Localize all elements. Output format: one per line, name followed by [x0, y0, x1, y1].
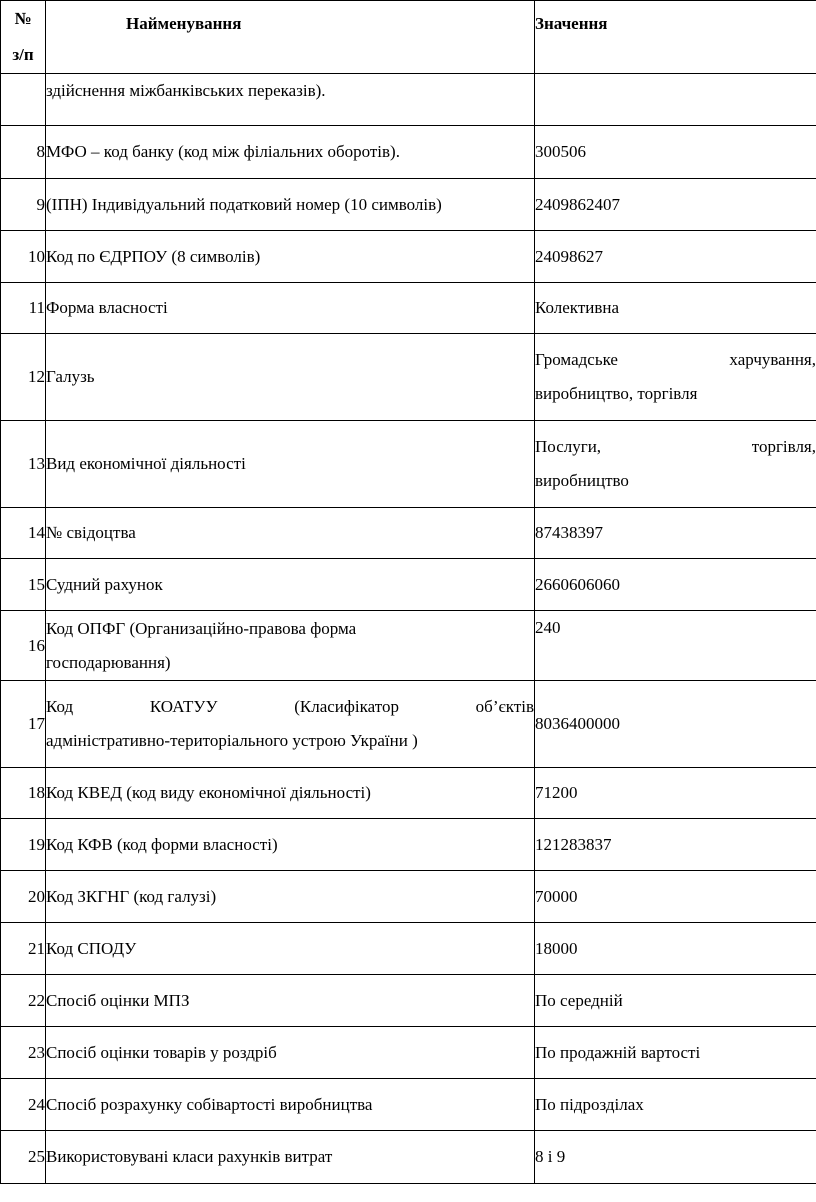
row-number: 10	[1, 231, 46, 283]
row-value	[535, 334, 816, 421]
row-name: № свідоцтва	[46, 508, 535, 559]
row-number: 13	[1, 421, 46, 508]
row-name: Код по ЄДРПОУ (8 символів)	[46, 231, 535, 283]
row-name: Вид економічної діяльності	[46, 421, 535, 508]
row-value: 8036400000	[535, 681, 816, 768]
row-number: 23	[1, 1027, 46, 1079]
table-row	[1, 74, 816, 126]
table-row	[1, 975, 816, 1027]
row-value: 300506	[535, 126, 816, 179]
row-name: Код ЗКГНГ (код галузі)	[46, 871, 535, 923]
row-number: 25	[1, 1131, 46, 1184]
row-name: МФО – код банку (код між філіальних оборотів).	[46, 126, 535, 179]
row-number: 22	[1, 975, 46, 1027]
row-name	[46, 611, 535, 681]
row-number: 21	[1, 923, 46, 975]
row-value: Колективна	[535, 283, 816, 334]
table-row	[1, 421, 816, 508]
table-row	[1, 1027, 816, 1079]
row-number: 24	[1, 1079, 46, 1131]
row-value: 2660606060	[535, 559, 816, 611]
row-value: 18000	[535, 923, 816, 975]
row-name: Використовувані класи рахунків витрат	[46, 1131, 535, 1184]
row-number: 19	[1, 819, 46, 871]
row-number: 15	[1, 559, 46, 611]
row-value-line: виробництво, торгівля	[535, 384, 698, 403]
table-row	[1, 508, 816, 559]
row-number	[1, 74, 46, 126]
table-header-row	[1, 1, 816, 74]
table-row	[1, 819, 816, 871]
row-number: 11	[1, 283, 46, 334]
row-name: здійснення міжбанківських переказів).	[46, 74, 535, 126]
header-number-abbr: з/п	[12, 45, 34, 64]
row-name: Форма власності	[46, 283, 535, 334]
row-value: 87438397	[535, 508, 816, 559]
table-row	[1, 334, 816, 421]
row-name: Код КФВ (код форми власності)	[46, 819, 535, 871]
row-name: Спосіб оцінки МПЗ	[46, 975, 535, 1027]
row-number: 12	[1, 334, 46, 421]
row-value: 240	[535, 611, 816, 681]
row-name: Спосіб розрахунку собівартості виробництва	[46, 1079, 535, 1131]
table-row	[1, 559, 816, 611]
row-name-line: адміністративно-територіального устрою України )	[46, 731, 418, 750]
header-number	[1, 1, 46, 74]
row-name	[46, 681, 535, 768]
row-name-line: господарювання)	[46, 652, 171, 672]
row-name: Судний рахунок	[46, 559, 535, 611]
row-value: 8 і 9	[535, 1131, 816, 1184]
table-row	[1, 871, 816, 923]
header-name: Найменування	[46, 1, 535, 74]
row-value-line: виробництво	[535, 471, 629, 490]
row-name-line: Код КОАТУУ (Класифікатор об’єктів	[46, 697, 534, 716]
row-name: (ІПН) Індивідуальний податковий номер (10 символів)	[46, 179, 535, 231]
row-value: По середній	[535, 975, 816, 1027]
table-row	[1, 768, 816, 819]
table-row	[1, 179, 816, 231]
row-number: 8	[1, 126, 46, 179]
header-value: Значення	[535, 1, 816, 74]
row-value: 70000	[535, 871, 816, 923]
row-value: 2409862407	[535, 179, 816, 231]
row-value: По продажній вартості	[535, 1027, 816, 1079]
row-number: 17	[1, 681, 46, 768]
table-row	[1, 923, 816, 975]
row-value	[535, 74, 816, 126]
table-row	[1, 1079, 816, 1131]
table-row	[1, 1131, 816, 1184]
row-number: 9	[1, 179, 46, 231]
row-value: 71200	[535, 768, 816, 819]
header-number-symbol: №	[14, 9, 32, 28]
table-row	[1, 283, 816, 334]
table-row	[1, 231, 816, 283]
row-value-line: Послуги, торгівля,	[535, 437, 816, 456]
row-name: Спосіб оцінки товарів у роздріб	[46, 1027, 535, 1079]
table-row	[1, 681, 816, 768]
row-number: 14	[1, 508, 46, 559]
row-number: 20	[1, 871, 46, 923]
row-name: Код КВЕД (код виду економічної діяльності)	[46, 768, 535, 819]
row-value: 24098627	[535, 231, 816, 283]
row-number: 16	[1, 611, 46, 681]
row-value: 121283837	[535, 819, 816, 871]
row-name: Код СПОДУ	[46, 923, 535, 975]
row-number: 18	[1, 768, 46, 819]
row-value: По підрозділах	[535, 1079, 816, 1131]
table-row	[1, 126, 816, 179]
row-name-line: Код ОПФГ (Организаційно-правова форма	[46, 618, 357, 638]
row-name: Галузь	[46, 334, 535, 421]
row-value-line: Громадське харчування,	[535, 350, 816, 369]
table-row	[1, 611, 816, 681]
row-value	[535, 421, 816, 508]
